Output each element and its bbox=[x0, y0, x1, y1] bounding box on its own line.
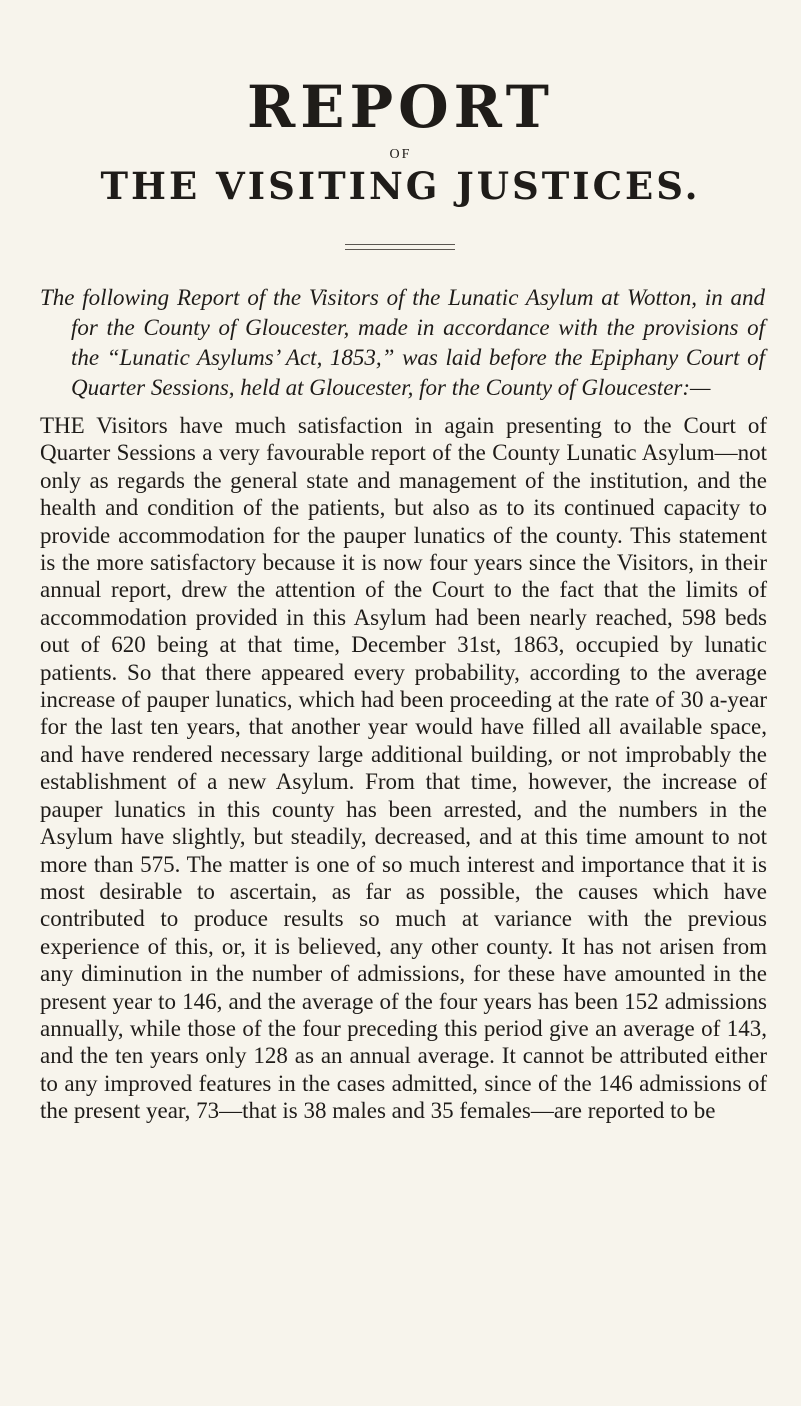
report-subtitle: THE VISITING JUSTICES. bbox=[100, 164, 701, 208]
body-paragraph bbox=[40, 412, 767, 1125]
double-rule-divider bbox=[345, 244, 455, 250]
intro-paragraph: The following Report of the Visitors of the Lunatic Asylum at Wotton, in and for the County of Gloucester, made in accordance with the provisions of the “Lunatic Asylums’ Act, 1853,” was laid before the Epiphany Court of Quarter Sessions, held at Gloucester, for the County of Gloucester:— bbox=[40, 285, 765, 400]
title-connector: OF bbox=[389, 147, 412, 162]
opening-word: THE bbox=[40, 413, 85, 438]
body-text: Visitors have much satisfaction in again presenting to the Court of Quarter Sessions a very favourable report of the County Lunatic Asylum—not only as regards the general state and management of the institution, and the health and condition of the patients, but also as to its continued capacity to provide accommodation for the pauper lunatics of the county. This statement is the more satisfactory because it is now four years since the Visitors, in their annual report, drew the attention of the Court to the fact that the limits of accommodation provided in this Asylum had been nearly reached, 598 beds out of 620 being at that time, December 31st, 1863, occupied by lunatic patients. So that there appeared every probability, according to the average increase of pauper lunatics, which had been proceeding at the rate of 30 a-year for the last ten years, that another year would have filled all available space, and have rendered necessary large additional building, or not improbably the establishment of a new Asylum. From that time, however, the increase of pauper lunatics in this county has been arrested, and the numbers in the Asylum have slightly, but steadily, decreased, and at this time amount to not more than 575. The matter is one of so much interest and importance that it is most desirable to ascertain, as far as possible, the causes which have contributed to produce results so much at variance with the previous experience of this, or, it is believed, any other county. It has not arisen from any diminution in the number of admissions, for these have amounted in the present year to 146, and the average of the four years has been 152 admissions annually, while those of the four preceding this period give an average of 143, and the ten years only 128 as an annual average. It cannot be attributed either to any improved features in the cases admitted, since of the 146 admissions of the present year, 73—that is 38 males and 35 females—are reported to be bbox=[40, 413, 767, 1124]
report-title: REPORT bbox=[247, 73, 554, 141]
